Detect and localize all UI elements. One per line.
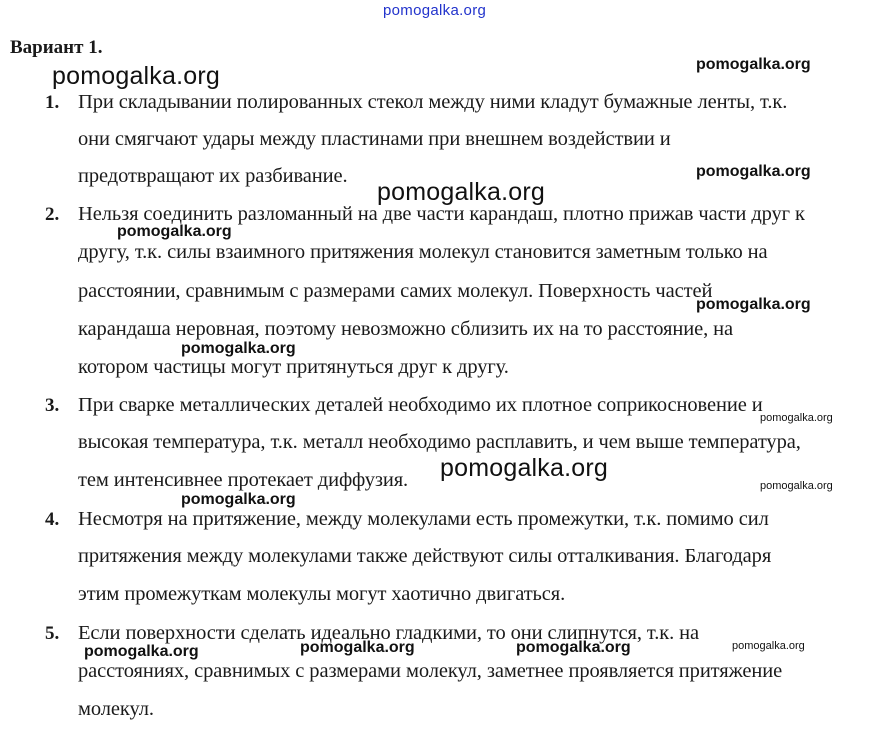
watermark: pomogalka.org	[181, 491, 296, 508]
answer-line: карандаша неровная, поэтому невозможно сблизить их на то расстояние, на	[78, 318, 734, 340]
answer-line: притяжения между молекулами также действуют силы отталкивания. Благодаря	[78, 545, 772, 567]
answer-line: высокая температура, т.к. металл необходимо расплавить, и чем выше температура,	[78, 431, 801, 453]
watermark: pomogalka.org	[440, 454, 608, 482]
answer-line: При складывании полированных стекол между ними кладут бумажные ленты, т.к.	[78, 91, 788, 113]
watermark: pomogalka.org	[181, 340, 296, 357]
answer-number: 5.	[45, 623, 60, 644]
watermark: pomogalka.org	[732, 640, 805, 652]
answer-line: тем интенсивнее протекает диффузия.	[78, 469, 409, 491]
answer-line: котором частицы могут притянуться друг к другу.	[78, 356, 509, 378]
answer-number: 2.	[45, 204, 60, 225]
answer-line: расстоянии, сравнимым с размерами самих молекул. Поверхность частей	[78, 280, 713, 302]
site-link[interactable]: pomogalka.org	[383, 2, 487, 19]
watermark: pomogalka.org	[516, 639, 631, 656]
answer-line: другу, т.к. силы взаимного притяжения молекул становится заметным только на	[78, 241, 768, 263]
watermark: pomogalka.org	[696, 163, 811, 180]
answer-line: Нельзя соединить разломанный на две части карандаш, плотно прижав части друг к	[78, 203, 805, 225]
watermark: pomogalka.org	[84, 643, 199, 660]
watermark: pomogalka.org	[760, 412, 833, 424]
page-title: Вариант 1.	[10, 37, 103, 58]
watermark: pomogalka.org	[696, 296, 811, 313]
answer-number: 1.	[45, 92, 60, 113]
answer-line: расстояниях, сравнимых с размерами молекул, заметнее проявляется притяжение	[78, 660, 783, 682]
watermark: pomogalka.org	[300, 639, 415, 656]
answer-number: 3.	[45, 395, 60, 416]
watermark: pomogalka.org	[377, 178, 545, 206]
watermark: pomogalka.org	[52, 62, 220, 90]
answer-line: Несмотря на притяжение, между молекулами есть промежутки, т.к. помимо сил	[78, 508, 769, 530]
watermark: pomogalka.org	[760, 480, 833, 492]
answer-line: Если поверхности сделать идеально гладкими, то они слипнутся, т.к. на	[78, 622, 700, 644]
answer-line: они смягчают удары между пластинами при внешнем воздействии и	[78, 128, 671, 150]
answer-line: предотвращают их разбивание.	[78, 165, 348, 187]
answer-line: При сварке металлических деталей необходимо их плотное соприкосновение и	[78, 394, 763, 416]
watermark: pomogalka.org	[117, 223, 232, 240]
answer-line: молекул.	[78, 698, 154, 720]
answer-number: 4.	[45, 509, 60, 530]
answer-line: этим промежуткам молекулы могут хаотично двигаться.	[78, 583, 566, 605]
watermark: pomogalka.org	[696, 56, 811, 73]
